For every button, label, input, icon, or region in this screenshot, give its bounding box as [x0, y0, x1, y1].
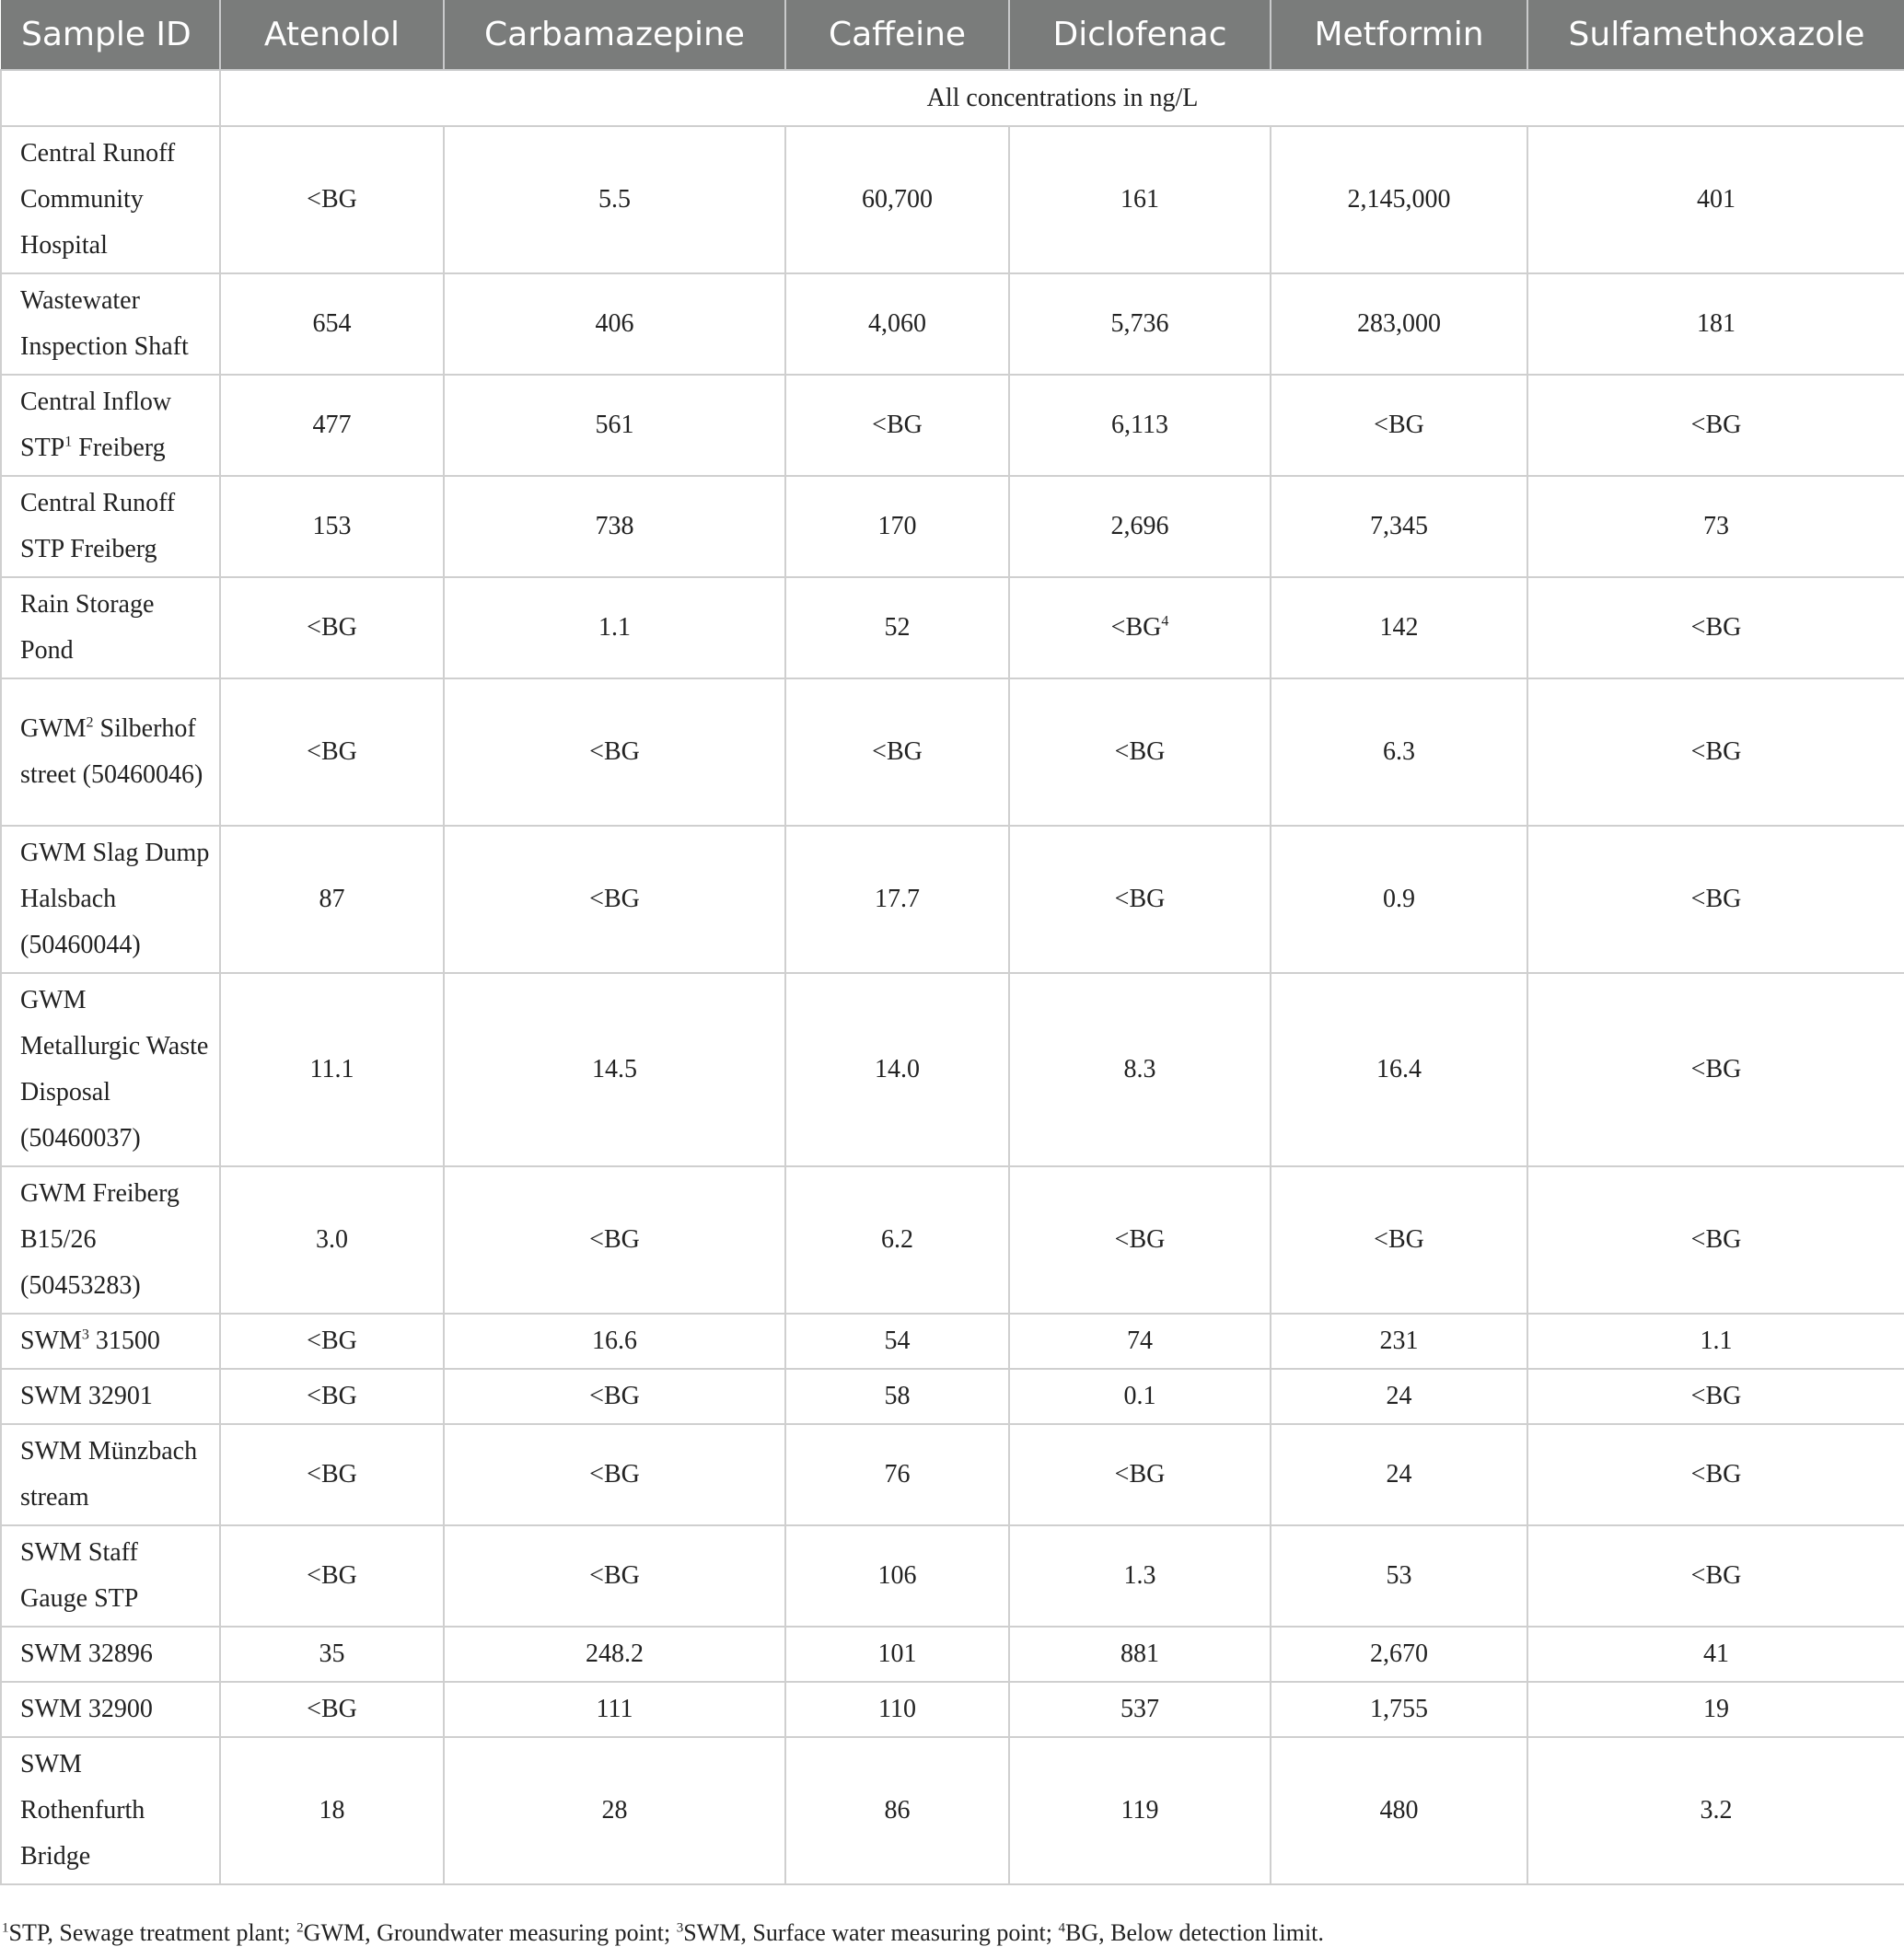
footnote-marker: 4	[1161, 613, 1169, 630]
table-row	[1, 1627, 1904, 1682]
value-cell: 7,345	[1271, 476, 1527, 577]
value-cell: 0.1	[1009, 1369, 1271, 1424]
value-cell: <BG	[220, 1424, 444, 1525]
value-cell: 76	[785, 1424, 1009, 1525]
value-cell	[1009, 577, 1271, 678]
value-cell: 283,000	[1271, 273, 1527, 375]
value-cell: 74	[1009, 1314, 1271, 1369]
value-cell: 654	[220, 273, 444, 375]
value-cell: <BG	[1527, 826, 1904, 973]
value-cell: 6.3	[1271, 678, 1527, 826]
footnote-text: GWM, Groundwater measuring point;	[303, 1919, 677, 1946]
footnote-marker: 3	[81, 1327, 89, 1343]
sample-id-cell	[1, 375, 220, 476]
value-cell: <BG	[1527, 1424, 1904, 1525]
sample-id-text: Freiberg	[72, 434, 166, 462]
value-cell: 17.7	[785, 826, 1009, 973]
value-cell: 3.0	[220, 1166, 444, 1314]
value-cell: 28	[444, 1737, 785, 1884]
header-diclofenac: Diclofenac	[1009, 0, 1271, 70]
sample-id-cell: GWM Metallurgic Waste Disposal (50460037)	[1, 973, 220, 1166]
value-cell: <BG	[220, 678, 444, 826]
value-cell: 111	[444, 1682, 785, 1737]
value-cell: 881	[1009, 1627, 1271, 1682]
value-cell: <BG	[444, 678, 785, 826]
value-cell: 181	[1527, 273, 1904, 375]
footnote-number: 3	[676, 1920, 684, 1936]
table-row	[1, 1737, 1904, 1884]
value-cell: 5,736	[1009, 273, 1271, 375]
footnote-number: 4	[1058, 1920, 1065, 1936]
value-cell: 4,060	[785, 273, 1009, 375]
value-cell: 738	[444, 476, 785, 577]
header-sample-id: Sample ID	[1, 0, 220, 70]
units-row	[1, 70, 1904, 126]
value-cell: <BG	[1527, 678, 1904, 826]
value-cell: 24	[1271, 1369, 1527, 1424]
value-cell: 2,696	[1009, 476, 1271, 577]
value-cell: 1.1	[444, 577, 785, 678]
sample-id-cell: GWM Slag Dump Halsbach (50460044)	[1, 826, 220, 973]
header-sulfamethoxazole: Sulfamethoxazole	[1527, 0, 1904, 70]
value-cell: <BG	[1527, 1369, 1904, 1424]
sample-id-text: 31500	[88, 1327, 160, 1355]
table-row	[1, 1166, 1904, 1314]
table-row	[1, 973, 1904, 1166]
sample-id-text: Silberhof street (50460046)	[20, 714, 203, 789]
sample-id-cell	[1, 678, 220, 826]
value-cell: <BG	[220, 126, 444, 273]
sample-id-cell: Wastewater Inspection Shaft	[1, 273, 220, 375]
value-cell: 3.2	[1527, 1737, 1904, 1884]
value-cell: <BG	[1527, 1166, 1904, 1314]
value-cell: 537	[1009, 1682, 1271, 1737]
value-cell: <BG	[1527, 375, 1904, 476]
value-cell: 1,755	[1271, 1682, 1527, 1737]
footnote-text: STP, Sewage treatment plant;	[8, 1919, 297, 1946]
footnote-text: BG, Below detection limit.	[1065, 1919, 1324, 1946]
footnote-marker: 2	[86, 714, 94, 731]
value-cell: <BG	[220, 1682, 444, 1737]
value-cell: 101	[785, 1627, 1009, 1682]
value-cell: 73	[1527, 476, 1904, 577]
value-cell: 24	[1271, 1424, 1527, 1525]
value-cell: 161	[1009, 126, 1271, 273]
footnote-number: 1	[2, 1920, 9, 1936]
value-cell: 110	[785, 1682, 1009, 1737]
table-row	[1, 577, 1904, 678]
value-cell: 106	[785, 1525, 1009, 1627]
table-row	[1, 476, 1904, 577]
header-caffeine: Caffeine	[785, 0, 1009, 70]
value-cell: 5.5	[444, 126, 785, 273]
value-cell: <BG	[444, 826, 785, 973]
value-cell: 248.2	[444, 1627, 785, 1682]
units-empty-cell	[1, 70, 220, 126]
value-cell: 14.0	[785, 973, 1009, 1166]
table-header-row	[1, 0, 1904, 70]
value-cell: 58	[785, 1369, 1009, 1424]
sample-id-cell: SWM Staff Gauge STP	[1, 1525, 220, 1627]
value-cell: 2,145,000	[1271, 126, 1527, 273]
table-row	[1, 126, 1904, 273]
value-cell: 231	[1271, 1314, 1527, 1369]
sample-id-cell: Central Runoff STP Freiberg	[1, 476, 220, 577]
value-cell: 16.6	[444, 1314, 785, 1369]
sample-id-text: Central Inflow STP	[20, 388, 172, 462]
value-cell: <BG	[785, 678, 1009, 826]
value-cell: <BG	[444, 1166, 785, 1314]
footnote-marker: 1	[64, 434, 73, 450]
value-cell: 406	[444, 273, 785, 375]
sample-id-cell: GWM Freiberg B15/26 (50453283)	[1, 1166, 220, 1314]
table-row	[1, 1369, 1904, 1424]
value-cell: <BG	[1009, 826, 1271, 973]
units-note: All concentrations in ng/L	[220, 70, 1904, 126]
table-row	[1, 375, 1904, 476]
value-cell: <BG	[785, 375, 1009, 476]
table-row	[1, 826, 1904, 973]
value-cell: <BG	[444, 1424, 785, 1525]
value-cell: 142	[1271, 577, 1527, 678]
sample-id-cell	[1, 1314, 220, 1369]
value-cell: <BG	[220, 1369, 444, 1424]
value-cell: 0.9	[1271, 826, 1527, 973]
value-cell: 54	[785, 1314, 1009, 1369]
value-cell: <BG	[1527, 577, 1904, 678]
value-cell: <BG	[1271, 1166, 1527, 1314]
value-cell: 561	[444, 375, 785, 476]
sample-id-cell: Central Runoff Community Hospital	[1, 126, 220, 273]
value-cell: 60,700	[785, 126, 1009, 273]
value-cell: 8.3	[1009, 973, 1271, 1166]
value-cell: 35	[220, 1627, 444, 1682]
table-row	[1, 1525, 1904, 1627]
value-cell: 477	[220, 375, 444, 476]
sample-id-cell: SWM Rothenfurth Bridge	[1, 1737, 220, 1884]
value-cell: 6,113	[1009, 375, 1271, 476]
value-cell: <BG	[1271, 375, 1527, 476]
value-cell: <BG	[220, 577, 444, 678]
value-cell: 14.5	[444, 973, 785, 1166]
value-text: <BG	[1110, 613, 1162, 642]
value-cell: <BG	[220, 1314, 444, 1369]
header-atenolol: Atenolol	[220, 0, 444, 70]
value-cell: 18	[220, 1737, 444, 1884]
value-cell: 16.4	[1271, 973, 1527, 1166]
table-row	[1, 678, 1904, 826]
sample-id-cell: SWM 32900	[1, 1682, 220, 1737]
value-cell: 2,670	[1271, 1627, 1527, 1682]
table-row	[1, 1314, 1904, 1369]
value-cell: 119	[1009, 1737, 1271, 1884]
value-cell: 86	[785, 1737, 1009, 1884]
value-cell: 41	[1527, 1627, 1904, 1682]
value-cell: <BG	[1009, 678, 1271, 826]
sample-id-cell: SWM Münzbach stream	[1, 1424, 220, 1525]
value-cell: 11.1	[220, 973, 444, 1166]
sample-id-cell: SWM 32896	[1, 1627, 220, 1682]
footnote-number: 2	[296, 1920, 304, 1936]
value-cell: 170	[785, 476, 1009, 577]
value-cell: 480	[1271, 1737, 1527, 1884]
table-row	[1, 273, 1904, 375]
header-carbamazepine: Carbamazepine	[444, 0, 785, 70]
value-cell: <BG	[444, 1369, 785, 1424]
value-cell: <BG	[444, 1525, 785, 1627]
value-cell: 19	[1527, 1682, 1904, 1737]
value-cell: 87	[220, 826, 444, 973]
sample-id-text: GWM	[20, 714, 87, 743]
value-cell: <BG	[1009, 1166, 1271, 1314]
value-cell: <BG	[1527, 973, 1904, 1166]
value-cell: <BG	[1527, 1525, 1904, 1627]
sample-id-text: SWM	[20, 1327, 82, 1355]
value-cell: 1.1	[1527, 1314, 1904, 1369]
sample-id-cell: Rain Storage Pond	[1, 577, 220, 678]
value-cell: 6.2	[785, 1166, 1009, 1314]
value-cell: 401	[1527, 126, 1904, 273]
value-cell: 52	[785, 577, 1009, 678]
value-cell: 1.3	[1009, 1525, 1271, 1627]
table-footnote	[2, 1917, 1324, 1949]
value-cell: 153	[220, 476, 444, 577]
value-cell: 53	[1271, 1525, 1527, 1627]
table-row	[1, 1424, 1904, 1525]
table-row	[1, 1682, 1904, 1737]
footnote-text: SWM, Surface water measuring point;	[683, 1919, 1059, 1946]
value-cell: <BG	[1009, 1424, 1271, 1525]
value-cell: <BG	[220, 1525, 444, 1627]
sample-id-cell: SWM 32901	[1, 1369, 220, 1424]
header-metformin: Metformin	[1271, 0, 1527, 70]
